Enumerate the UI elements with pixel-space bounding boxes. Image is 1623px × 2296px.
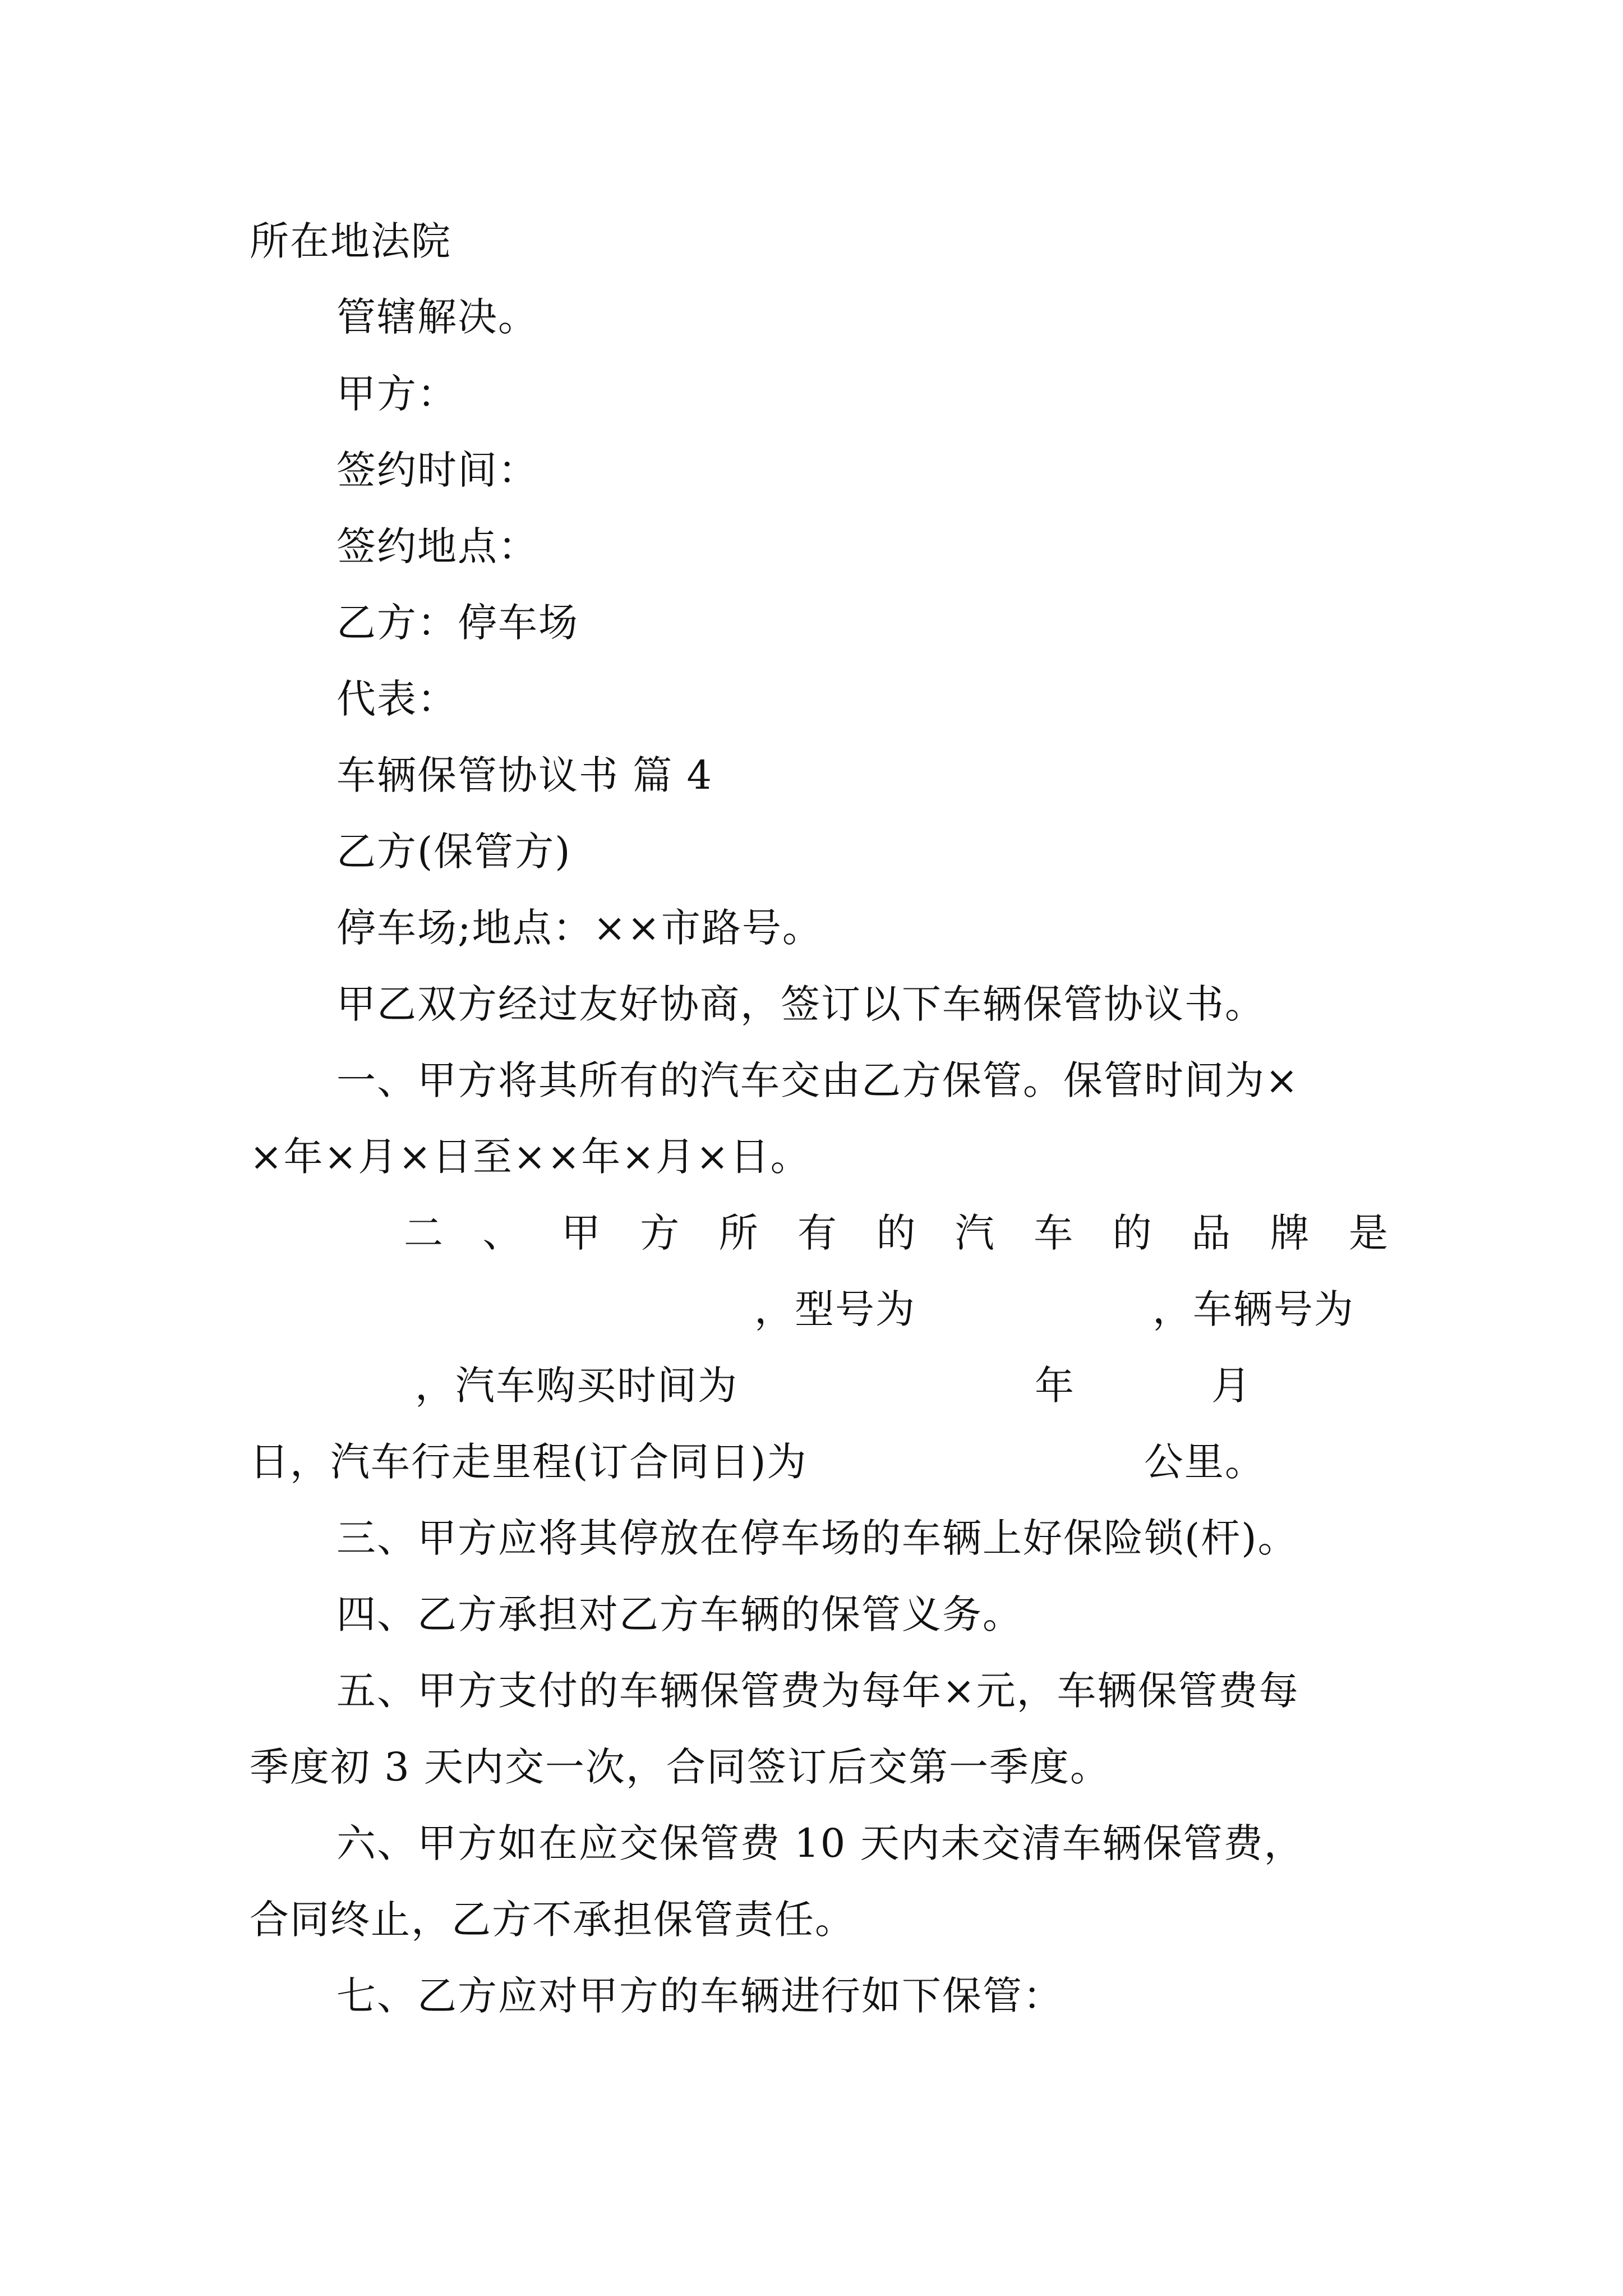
year-label: 年 (1035, 1363, 1075, 1409)
clause-two-char: 品 (1191, 1210, 1231, 1256)
clause-six-continuation: 合同终止，乙方不承担保管责任。 (250, 1897, 855, 1943)
clause-two-char: 的 (1112, 1210, 1152, 1256)
clause-two-char: 汽 (955, 1210, 994, 1256)
clause-two-char: 所 (718, 1210, 758, 1256)
clause-two-char: 牌 (1270, 1210, 1310, 1256)
paragraph-line: 乙方：停车场 (336, 600, 579, 646)
paragraph-line: 停车场;地点：××市路号。 (336, 905, 823, 951)
clause-two-char: 二 (404, 1210, 443, 1256)
clause-two-line (404, 1208, 1388, 1258)
purchase-time-label: ，汽车购买时间为 (415, 1363, 738, 1409)
clause-two-char: 的 (876, 1210, 916, 1256)
section-heading: 车辆保管协议书 篇 4 (336, 752, 713, 798)
paragraph-line: 签约地点： (336, 523, 538, 569)
clause-five-line: 五、甲方支付的车辆保管费为每年×元，车辆保管费每 (336, 1668, 1299, 1714)
clause-six-line: 六、甲方如在应交保管费 10 天内未交清车辆保管费， (336, 1820, 1304, 1866)
clause-seven-line: 七、乙方应对甲方的车辆进行如下保管： (336, 1973, 1063, 2019)
plate-label: ，车辆号为 (1152, 1286, 1354, 1332)
paragraph-line: 管辖解决。 (336, 294, 538, 340)
clause-two-char: 有 (797, 1210, 837, 1256)
clause-two-char: 是 (1348, 1210, 1388, 1256)
clause-two-char: 、 (482, 1210, 522, 1256)
month-label: 月 (1211, 1363, 1252, 1409)
clause-five-continuation: 季度初 3 天内交一次，合同签订后交第一季度。 (250, 1744, 1111, 1790)
clause-two-char: 方 (640, 1210, 680, 1256)
clause-three-line: 三、甲方应将其停放在停车场的车辆上好保险锁(杆)。 (336, 1515, 1298, 1561)
mileage-label: 日，汽车行走里程(订合同日)为 (250, 1439, 808, 1485)
model-label: ，型号为 (754, 1286, 916, 1332)
paragraph-line: 甲乙双方经过友好协商，签订以下车辆保管协议书。 (336, 981, 1265, 1027)
paragraph-line: 乙方(保管方) (336, 829, 571, 875)
clause-four-line: 四、乙方承担对乙方车辆的保管义务。 (336, 1591, 1023, 1637)
clause-two-char: 甲 (561, 1210, 601, 1256)
km-label: 公里。 (1144, 1439, 1265, 1485)
paragraph-line: 甲方： (336, 371, 458, 417)
clause-one-continuation: ×年×月×日至××年×月×日。 (250, 1134, 811, 1180)
clause-one-line: 一、甲方将其所有的汽车交由乙方保管。保管时间为× (336, 1057, 1299, 1103)
clause-two-char: 车 (1034, 1210, 1073, 1256)
paragraph-line: 签约时间： (336, 447, 538, 493)
paragraph-line: 代表： (336, 676, 458, 722)
paragraph-line: 所在地法院 (250, 218, 451, 264)
